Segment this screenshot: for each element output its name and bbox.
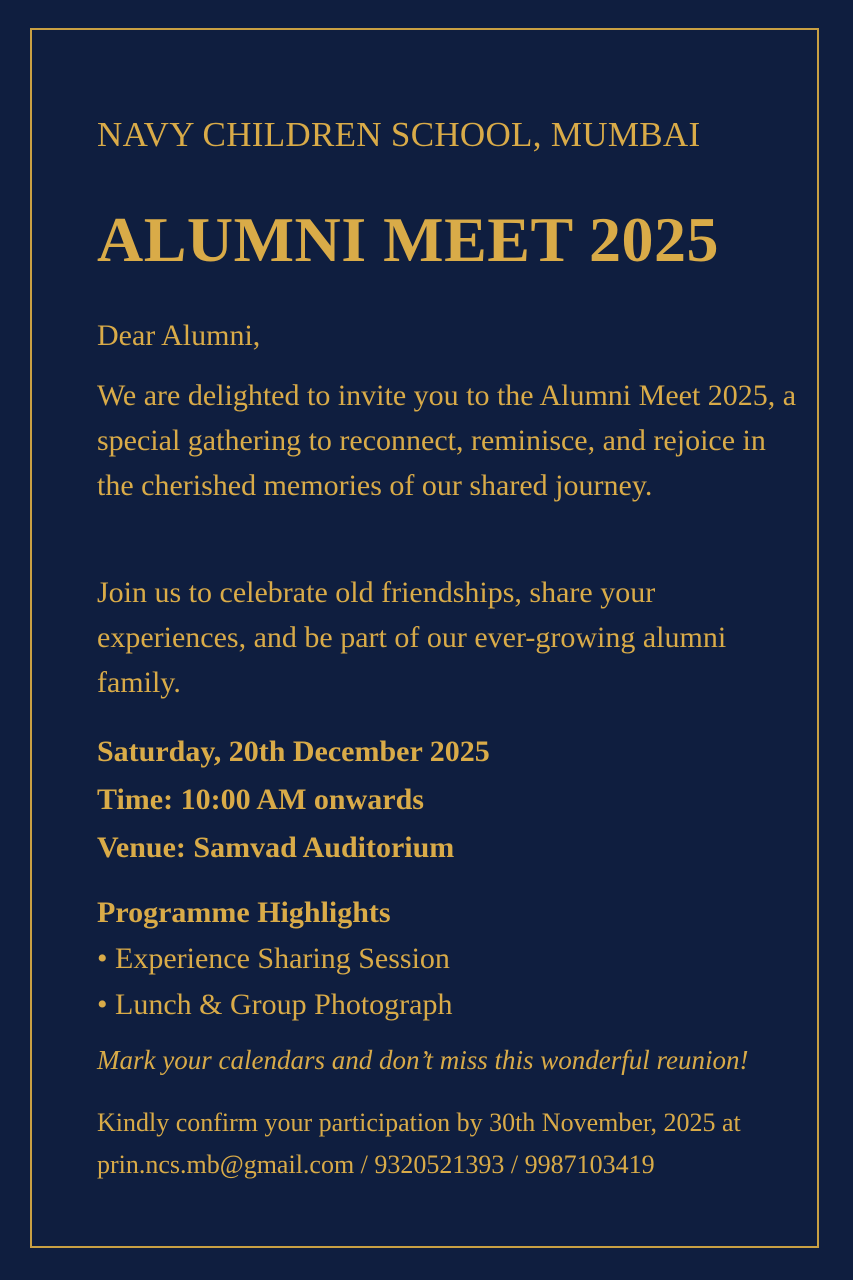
event-date: Saturday, 20th December 2025 bbox=[97, 735, 490, 768]
highlights-title: Programme Highlights bbox=[97, 896, 391, 929]
programme-highlights bbox=[97, 890, 452, 1028]
rsvp-contact: Kindly confirm your participation by 30th November, 2025 at prin.ncs.mb@gmail.com / 9320521393 / 9987103419 bbox=[97, 1108, 741, 1179]
celebration-paragraph: Join us to celebrate old friendships, share your experiences, and be part of our ever-growing alumni family. bbox=[97, 576, 727, 699]
event-details bbox=[97, 728, 490, 872]
highlight-item: • Lunch & Group Photograph bbox=[97, 988, 453, 1021]
invitation-paragraph: We are delighted to invite you to the Alumni Meet 2025, a special gathering to reconnect, reminisce, and rejoice in the cherished memories of our shared journey. bbox=[97, 379, 797, 502]
reminder-note: Mark your calendars and don’t miss this wonderful reunion! bbox=[97, 1045, 749, 1075]
page-title: ALUMNI MEET 2025 bbox=[97, 204, 719, 275]
school-name: NAVY CHILDREN SCHOOL, MUMBAI bbox=[97, 115, 701, 154]
greeting: Dear Alumni, bbox=[97, 319, 261, 352]
event-venue: Venue: Samvad Auditorium bbox=[97, 831, 455, 864]
highlight-item: • Experience Sharing Session bbox=[97, 942, 450, 975]
event-time: Time: 10:00 AM onwards bbox=[97, 783, 424, 816]
